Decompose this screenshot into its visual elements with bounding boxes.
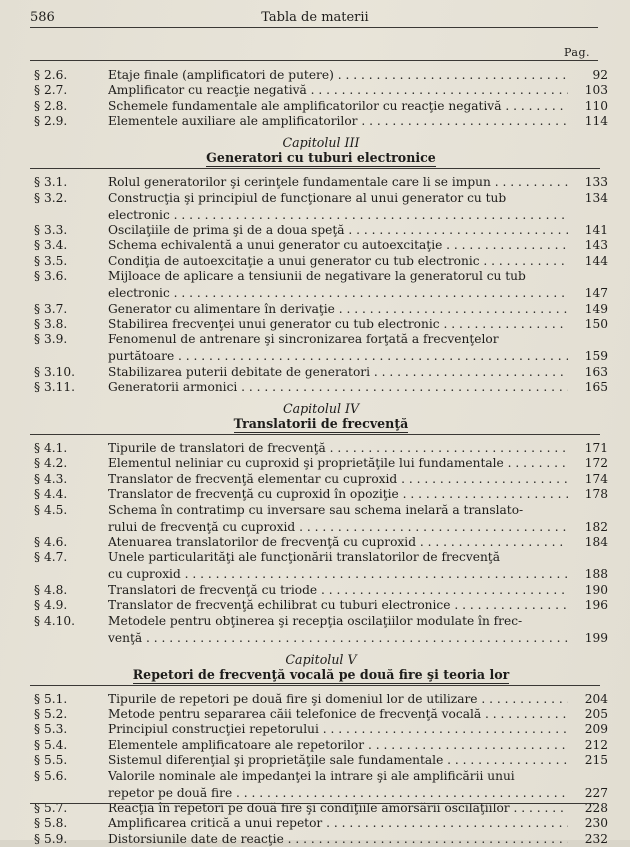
section-title: Construcţia şi principiul de funcţionare al unui generator cu tub [108, 190, 507, 205]
section-title: Valorile nominale ale impedanţei la intrare şi ale amplificării unui [108, 768, 515, 783]
page-header [30, 6, 600, 28]
page-ref: 199 [584, 630, 608, 645]
section-title: cu cuproxid . . . [108, 567, 568, 581]
section-number: § 5.6. [34, 768, 68, 783]
page-number: 586 [30, 10, 55, 25]
section-title: Rolul generatorilor şi cerinţele fundamentale care li se impun . . . [108, 175, 568, 189]
section-title: Atenuarea translatorilor de frecvenţă cu cuproxid . . . [108, 535, 568, 549]
pag-column-label: Pag. [563, 46, 590, 59]
toc-entry[interactable] [34, 832, 608, 846]
page-ref: 149 [584, 301, 608, 316]
section-title: Elementele auxiliare ale amplificatorilor . . . [108, 114, 568, 128]
page-ref: 188 [584, 567, 608, 582]
toc-entry[interactable] [34, 238, 608, 252]
toc-entry[interactable] [34, 208, 608, 222]
toc-entry[interactable] [34, 567, 608, 581]
page-ref: 205 [584, 706, 608, 721]
page-ref: 150 [584, 316, 608, 331]
toc-entry[interactable] [34, 175, 608, 189]
section-title: Metode pentru separarea căii telefonice de frecvenţă vocală . . . [108, 707, 568, 721]
chapter-label: Capitolul IV [282, 401, 360, 417]
section-number: § 5.3. [34, 722, 68, 737]
section-number: § 3.5. [34, 253, 68, 268]
toc-entry[interactable] [34, 738, 608, 752]
chapter-rule [30, 685, 600, 686]
chapter-title-text: Repetori de frecvenţă vocală pe două fire şi teoria lor [132, 666, 510, 682]
section-number: § 4.3. [34, 471, 68, 486]
section-title: Fenomenul de antrenare şi sincronizarea forţată a frecvenţelor [108, 332, 499, 347]
page-ref: 172 [584, 456, 608, 471]
toc-entry[interactable] [34, 631, 608, 645]
page-ref: 92 [592, 68, 608, 82]
toc-entry[interactable] [34, 441, 608, 455]
section-number: § 3.1. [34, 175, 68, 190]
page-ref: 212 [584, 737, 608, 752]
toc-entry[interactable] [34, 707, 608, 721]
toc-entry[interactable] [34, 614, 608, 628]
chapter-rule [30, 434, 600, 435]
page-ref: 134 [584, 190, 608, 205]
section-title: Translator de frecvenţă cu cuproxid în opoziţie . . . [108, 487, 568, 501]
section-title: Metodele pentru obţinerea şi recepţia oscilaţiilor modulate în frec- [108, 613, 523, 628]
section-number: § 3.7. [34, 301, 68, 316]
section-title: Translatori de frecvenţă cu triode . . . [108, 583, 568, 597]
page-ref: 204 [584, 691, 608, 706]
chapter-title [34, 150, 608, 165]
section-title: Etaje finale (amplificatori de putere) . . . [108, 68, 568, 82]
running-title: Tabla de materii [261, 10, 369, 25]
section-title: electronic . . . [108, 286, 568, 300]
section-number: § 5.5. [34, 753, 68, 768]
section-number: § 5.1. [34, 691, 68, 706]
toc-entry[interactable] [34, 380, 608, 394]
section-number: § 2.9. [34, 114, 68, 129]
toc-entry[interactable] [34, 365, 608, 379]
toc-entry[interactable] [34, 753, 608, 767]
chapter-title [34, 667, 608, 682]
page-ref: 144 [584, 253, 608, 268]
page-ref: 165 [584, 380, 608, 395]
toc-entry[interactable] [34, 83, 608, 97]
page-ref: 163 [584, 364, 608, 379]
section-title: Tipurile de repetori pe două fire şi domeniul lor de utilizare . . . [108, 692, 568, 706]
section-title: Amplificator cu reacţie negativă . . . [108, 83, 568, 97]
section-number: § 5.7. [34, 800, 68, 815]
section-title: Schema echivalentă a unui generator cu autoexcitaţie . . . [108, 238, 568, 252]
section-number: § 4.2. [34, 456, 68, 471]
page-ref: 159 [584, 349, 608, 364]
section-number: § 3.2. [34, 190, 68, 205]
toc-entry[interactable] [34, 816, 608, 830]
toc-entry[interactable] [34, 332, 608, 346]
section-number: § 4.10. [34, 613, 75, 628]
section-title: Translator de frecvenţă elementar cu cuproxid . . . [108, 472, 568, 486]
section-number: § 4.9. [34, 598, 68, 613]
toc-entry[interactable] [34, 99, 608, 113]
section-number: § 3.11. [34, 380, 75, 395]
chapter-title [34, 416, 608, 431]
chapter-title-text: Translatorii de frecvenţă [233, 416, 409, 432]
page-ref: 171 [584, 441, 608, 456]
page-ref: 178 [584, 487, 608, 502]
toc-entry[interactable] [34, 191, 608, 205]
bottom-rule [30, 803, 598, 804]
page-ref: 228 [584, 800, 608, 815]
section-title: Mijloace de aplicare a tensiunii de negativare la generatorul cu tub [108, 269, 526, 284]
section-number: § 2.6. [34, 68, 68, 82]
toc-entry[interactable] [34, 349, 608, 363]
section-number: § 5.8. [34, 816, 68, 831]
section-title: Oscilaţiile de prima şi de a doua speţă . . . [108, 223, 568, 237]
section-title: electronic . . . [108, 208, 568, 222]
section-title: Amplificarea critică a unui repetor . . . [108, 816, 568, 830]
page-ref: 147 [584, 286, 608, 301]
toc-entry[interactable] [34, 317, 608, 331]
chapter-title-text: Generatori cu tuburi electronice [206, 150, 436, 166]
section-title: repetor pe două fire . . . [108, 786, 568, 800]
section-number: § 3.10. [34, 364, 75, 379]
page-ref: 182 [584, 519, 608, 534]
page-ref: 232 [584, 831, 608, 846]
toc-entry[interactable] [34, 286, 608, 300]
page-ref: 110 [584, 98, 608, 113]
column-rule [30, 60, 598, 61]
toc-entry[interactable] [34, 535, 608, 549]
section-title: Elementul neliniar cu cuproxid şi proprietăţile lui fundamentale . . . [108, 456, 568, 470]
chapter-label: Capitolul III [282, 135, 360, 151]
toc-entry[interactable] [34, 269, 608, 283]
page-ref: 230 [584, 816, 608, 831]
section-number: § 3.9. [34, 332, 68, 347]
section-title: Principiul construcţiei repetorului . . . [108, 722, 568, 736]
section-title: Condiţia de autoexcitaţie a unui generator cu tub electronic . . . [108, 254, 568, 268]
section-title: Generator cu alimentare în derivaţie . . . [108, 302, 568, 316]
toc-entry[interactable] [34, 68, 608, 82]
page-ref: 196 [584, 598, 608, 613]
page-ref: 215 [584, 753, 608, 768]
section-title: Translator de frecvenţă echilibrat cu tuburi electronice . . . [108, 598, 568, 612]
toc-entry[interactable] [34, 583, 608, 597]
page-ref: 141 [584, 222, 608, 237]
section-number: § 5.9. [34, 831, 68, 846]
toc-entry[interactable] [34, 786, 608, 800]
section-title: Schemele fundamentale ale amplificatorilor cu reacţie negativă . . . [108, 99, 568, 113]
section-title: Tipurile de translatori de frecvenţă . . . [108, 441, 568, 455]
section-number: § 4.7. [34, 550, 68, 565]
section-number: § 5.4. [34, 737, 68, 752]
section-title: Generatorii armonici . . . [108, 380, 568, 394]
section-number: § 2.7. [34, 83, 68, 98]
section-title: Elementele amplificatoare ale repetorilor . . . [108, 738, 568, 752]
section-number: § 4.8. [34, 582, 68, 597]
toc-entry[interactable] [34, 503, 608, 517]
page-ref: 143 [584, 238, 608, 253]
section-title: Unele particularităţi ale funcţionării translatorilor de frecvenţă [108, 550, 500, 565]
page-ref: 184 [584, 535, 608, 550]
section-number: § 4.6. [34, 535, 68, 550]
page-ref: 174 [584, 471, 608, 486]
page-ref: 190 [584, 582, 608, 597]
toc-entry[interactable] [34, 223, 608, 237]
toc-entry[interactable] [34, 769, 608, 783]
section-title: Reacţia în repetori pe două fire şi condiţiile amorsării oscilaţiilor . . . [108, 801, 568, 815]
section-title: rului de frecvenţă cu cuproxid . . . [108, 520, 568, 534]
section-title: venţă . . . [108, 631, 568, 645]
section-number: § 2.8. [34, 98, 68, 113]
page-ref: 209 [584, 722, 608, 737]
chapter-label: Capitolul V [285, 651, 357, 667]
section-number: § 3.6. [34, 269, 68, 284]
section-number: § 3.4. [34, 238, 68, 253]
section-number: § 4.4. [34, 487, 68, 502]
toc-entry[interactable] [34, 520, 608, 534]
page-ref: 103 [584, 83, 608, 98]
section-number: § 5.2. [34, 706, 68, 721]
section-number: § 3.3. [34, 222, 68, 237]
toc-entry[interactable] [34, 472, 608, 486]
toc-entry[interactable] [34, 692, 608, 706]
section-title: Schema în contratimp cu inversare sau schema inelară a translato- [108, 502, 524, 517]
section-title: Stabilirea frecvenţei unui generator cu tub electronic . . . [108, 317, 568, 331]
page-ref: 227 [584, 785, 608, 800]
toc-entry[interactable] [34, 550, 608, 564]
toc-entry[interactable] [34, 114, 608, 128]
section-number: § 4.5. [34, 502, 68, 517]
toc-entry[interactable] [34, 302, 608, 316]
section-title: Distorsiunile date de reacţie . . . [108, 832, 568, 846]
page-ref: 114 [584, 114, 608, 129]
toc-entry[interactable] [34, 722, 608, 736]
table-of-contents [34, 68, 608, 847]
toc-entry[interactable] [34, 254, 608, 268]
toc-entry[interactable] [34, 598, 608, 612]
section-number: § 4.1. [34, 441, 68, 456]
section-title: Stabilizarea puterii debitate de generatori . . . [108, 365, 568, 379]
chapter-rule [30, 168, 600, 169]
section-title: Sistemul diferenţial şi proprietăţile sale fundamentale . . . [108, 753, 568, 767]
toc-entry[interactable] [34, 487, 608, 501]
header-rule [30, 27, 598, 28]
page-ref: 133 [584, 175, 608, 190]
toc-entry[interactable] [34, 456, 608, 470]
section-title: purtătoare . . . [108, 349, 568, 363]
section-number: § 3.8. [34, 316, 68, 331]
